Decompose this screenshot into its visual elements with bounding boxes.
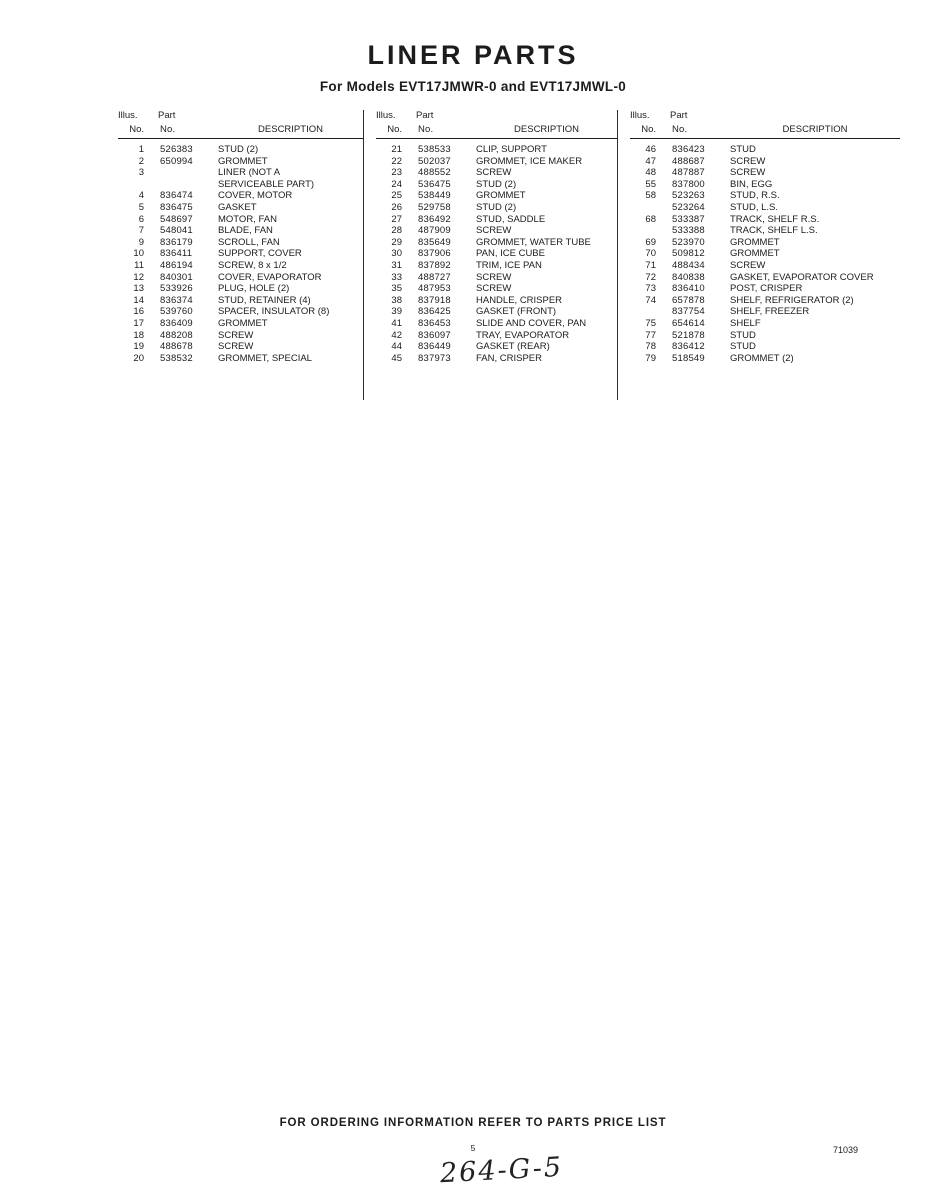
header-no-label: No. [641,124,656,135]
cell-desc: STUD (2) [476,201,517,213]
cell-desc: FAN, CRISPER [476,352,542,364]
cell-part: 837918 [418,294,451,306]
table-row [118,237,363,249]
cell-desc: STUD (2) [476,178,517,190]
table-row [630,295,900,307]
cell-part: 836409 [160,317,193,329]
cell-part: 836374 [160,294,193,306]
cell-part: 836423 [672,144,705,155]
cell-part: 523264 [672,201,705,213]
table-row [630,237,900,249]
cell-desc: STUD [730,341,756,353]
cell-illus: 5 [138,201,144,213]
table-row [376,341,617,353]
cell-desc: GROMMET, SPECIAL [218,352,312,364]
cell-illus: 42 [391,329,402,341]
cell-part: 538449 [418,190,451,202]
cell-desc: TRACK, SHELF L.S. [730,225,818,237]
cell-part: 548697 [160,213,193,225]
cell-illus: 11 [134,259,144,271]
table-row [118,202,363,214]
cell-illus [630,225,656,237]
cell-part: 654614 [672,317,705,329]
cell-part: 539760 [160,306,193,318]
table-row [630,318,900,330]
header-illus-label: Illus. [630,110,650,121]
page-subtitle: For Models EVT17JMWR-0 and EVT17JMWL-0 [319,79,627,94]
cell-desc: SCREW [730,259,766,271]
cell-illus: 55 [645,178,656,190]
cell-part: 836411 [160,248,193,260]
cell-illus: 4 [138,190,144,202]
table-row [630,353,900,365]
cell-desc: GROMMET [730,248,780,260]
table-row [376,283,617,295]
cell-part: 538533 [418,144,451,155]
cell-illus: 2 [138,155,144,167]
table-row [376,248,617,260]
cell-desc: GROMMET [730,236,780,248]
cell-illus: 22 [391,155,402,167]
cell-part: 836410 [672,283,705,295]
cell-part: 509812 [672,248,705,260]
table-row [376,237,617,249]
cell-illus: 12 [133,271,144,283]
cell-desc: PLUG, HOLE (2) [218,283,290,295]
cell-illus: 24 [391,178,402,190]
header-illus-label: Illus. [376,110,396,121]
header-no-label: No. [129,124,144,135]
table-row [630,167,900,179]
table-row [118,214,363,226]
cell-illus: 30 [391,248,402,260]
cell-desc: STUD, SADDLE [476,213,546,225]
header-line-2 [118,124,363,135]
cell-illus: 27 [391,213,402,225]
header-line-1 [376,110,617,121]
cell-desc: STUD [730,329,756,341]
cell-illus: 78 [645,341,656,353]
cell-illus: 58 [645,190,656,202]
cell-desc: GROMMET, WATER TUBE [476,236,591,248]
cell-part: 523263 [672,190,705,202]
cell-desc: BLADE, FAN [218,225,273,237]
cell-desc: GROMMET (2) [730,352,794,364]
table-row [376,225,617,237]
cell-part: 837754 [672,306,705,318]
table-row [118,283,363,295]
cell-part: 536475 [418,178,451,190]
table-row [118,190,363,202]
table-row [630,248,900,260]
cell-illus: 33 [391,271,402,283]
cell-part: 836425 [418,306,451,318]
cell-illus: 13 [133,283,144,295]
cell-desc: STUD [730,144,756,155]
cell-part: 836474 [160,190,193,202]
table-row [118,260,363,272]
cell-part: 840838 [672,271,705,283]
cell-illus: 77 [645,329,656,341]
cell-desc: SCREW [476,283,512,295]
column-header [118,110,363,139]
cell-part [144,179,212,191]
header-no-label: No. [418,124,434,135]
cell-part: 502037 [418,155,451,167]
table-row [118,306,363,318]
table-row [118,144,363,156]
cell-illus: 10 [133,248,144,260]
column-header [376,110,617,139]
table-row [376,179,617,191]
cell-illus [630,202,656,214]
header-part-label: Part [670,110,688,121]
cell-desc: POST, CRISPER [730,283,803,295]
cell-part: 533387 [672,213,705,225]
cell-illus: 14 [133,294,144,306]
header-line-2 [630,124,900,135]
cell-desc: GASKET (FRONT) [476,306,557,318]
cell-desc: LINER (NOT A [218,167,281,179]
header-description-label: DESCRIPTION [782,124,848,135]
cell-part: 529758 [418,201,451,213]
cell-part: 837892 [418,259,451,271]
table-row [376,202,617,214]
cell-part: 836179 [160,236,193,248]
cell-desc: SCROLL, FAN [218,236,280,248]
cell-part: 533388 [672,225,705,237]
cell-desc: SERVICEABLE PART) [218,178,315,190]
cell-desc: TRAY, EVAPORATOR [476,329,570,341]
cell-part: 837973 [418,352,451,364]
cell-part: 521878 [672,329,705,341]
header-illus-label: Illus. [118,110,138,121]
table-row [376,260,617,272]
cell-desc: GASKET, EVAPORATOR COVER [730,271,874,283]
column-rows [630,144,900,364]
cell-desc: SCREW [476,167,512,179]
table-row [118,295,363,307]
cell-part: 548041 [160,225,193,237]
cell-part: 836097 [418,329,451,341]
cell-desc: HANDLE, CRISPER [476,294,563,306]
table-row [118,272,363,284]
page-title: LINER PARTS [367,40,579,70]
cell-desc: COVER, EVAPORATOR [218,271,322,283]
header-line-1 [118,110,363,121]
cell-illus: 38 [391,294,402,306]
table-row [118,353,363,365]
table-row [118,225,363,237]
cell-desc: SPACER, INSULATOR (8) [218,306,330,318]
cell-illus: 6 [138,213,144,225]
cell-part: 837906 [418,248,451,260]
table-row [630,272,900,284]
cell-illus: 39 [391,306,402,318]
ordering-note: FOR ORDERING INFORMATION REFER TO PARTS PRICE LIST [279,1117,667,1129]
cell-desc: SCREW [218,341,254,353]
cell-part: 538532 [160,352,193,364]
cell-part: 526383 [160,144,193,155]
table-row [376,167,617,179]
cell-part: 487887 [672,167,705,179]
cell-illus: 47 [645,155,656,167]
cell-desc: SHELF [730,317,761,329]
table-row [630,283,900,295]
table-row [118,341,363,353]
cell-part: 518549 [672,352,705,364]
table-row [630,156,900,168]
cell-part: 650994 [160,155,193,167]
parts-column-1 [118,110,363,400]
cell-illus: 29 [391,236,402,248]
cell-illus: 16 [133,306,144,318]
cell-part: 488208 [160,329,193,341]
cell-desc: STUD, R.S. [730,190,780,202]
table-row [118,167,363,179]
cell-illus: 71 [645,259,656,271]
table-row [376,295,617,307]
cell-part: 488552 [418,167,451,179]
header-part-label: Part [158,110,176,121]
cell-illus: 28 [391,225,402,237]
cell-illus: 31 [391,259,402,271]
table-row [118,248,363,260]
cell-desc: GASKET (REAR) [476,341,550,353]
cell-desc: SCREW [730,155,766,167]
cell-illus [118,179,144,191]
cell-illus: 69 [645,236,656,248]
page-number: 5 [470,1143,476,1153]
cell-part: 836412 [672,341,705,353]
cell-illus: 21 [391,144,402,155]
table-row [630,330,900,342]
handwritten-note: 264-G-5 [439,1151,564,1190]
table-row [376,306,617,318]
cell-illus: 35 [391,283,402,295]
cell-illus: 20 [133,352,144,364]
cell-desc: TRACK, SHELF R.S. [730,213,820,225]
table-row [630,260,900,272]
cell-illus: 19 [133,341,144,353]
cell-illus: 68 [645,213,656,225]
header-part-label: Part [416,110,434,121]
table-row [376,190,617,202]
cell-illus: 41 [391,317,402,329]
cell-illus: 17 [133,317,144,329]
cell-part: 487953 [418,283,451,295]
cell-illus: 3 [138,167,144,179]
cell-part [144,167,212,179]
cell-desc: PAN, ICE CUBE [476,248,545,260]
cell-desc: GROMMET, ICE MAKER [476,155,583,167]
table-row [630,306,900,318]
cell-part: 836475 [160,201,193,213]
cell-illus: 23 [391,167,402,179]
cell-illus: 70 [645,248,656,260]
cell-desc: COVER, MOTOR [218,190,293,202]
cell-illus: 7 [138,225,144,237]
cell-illus: 18 [133,329,144,341]
table-row [376,353,617,365]
cell-desc: GROMMET [218,155,268,167]
cell-part: 486194 [160,259,193,271]
header-no-label: No. [672,124,688,135]
cell-desc: BIN, EGG [730,178,773,190]
table-row [376,144,617,156]
table-row [376,214,617,226]
table-row [118,156,363,168]
cell-illus: 44 [391,341,402,353]
cell-desc: SHELF, REFRIGERATOR (2) [730,294,854,306]
cell-desc: SCREW [476,225,512,237]
cell-part: 837800 [672,178,705,190]
column-rows [118,144,363,364]
cell-desc: TRIM, ICE PAN [476,259,542,271]
cell-desc: STUD, L.S. [730,201,779,213]
table-row [376,156,617,168]
table-row [376,330,617,342]
cell-part: 836453 [418,317,451,329]
cell-desc: SCREW [476,271,512,283]
cell-part: 488687 [672,155,705,167]
header-line-1 [630,110,900,121]
table-row [118,318,363,330]
table-row [630,214,900,226]
header-no-label: No. [160,124,176,135]
header-line-2 [376,124,617,135]
cell-desc: SCREW [218,329,254,341]
cell-part: 836449 [418,341,451,353]
table-row [630,144,900,156]
cell-desc: MOTOR, FAN [218,213,277,225]
cell-illus: 73 [645,283,656,295]
header-description-label: DESCRIPTION [258,124,323,135]
column-header [630,110,900,139]
table-row [630,341,900,353]
table-row [376,272,617,284]
parts-table [118,110,900,400]
cell-illus: 45 [391,352,402,364]
cell-desc: SCREW [730,167,766,179]
cell-desc: SCREW, 8 x 1/2 [218,259,287,271]
header-description-label: DESCRIPTION [514,124,579,135]
cell-part: 840301 [160,271,193,283]
table-row [630,179,900,191]
table-row [118,330,363,342]
cell-illus: 75 [645,317,656,329]
column-rows [376,144,617,364]
cell-part: 488434 [672,259,705,271]
cell-illus: 26 [391,201,402,213]
doc-number: 71039 [833,1145,859,1155]
cell-desc: STUD (2) [218,144,259,155]
cell-illus: 1 [138,144,144,155]
cell-illus: 46 [645,144,656,155]
cell-part: 488678 [160,341,193,353]
header-no-label: No. [387,124,402,135]
cell-desc: SUPPORT, COVER [218,248,302,260]
parts-column-3 [617,110,900,400]
cell-illus: 25 [391,190,402,202]
cell-illus: 72 [645,271,656,283]
cell-part: 488727 [418,271,451,283]
parts-column-2 [363,110,617,400]
table-row [118,179,363,191]
cell-illus: 48 [645,167,656,179]
cell-part: 835649 [418,236,451,248]
cell-part: 523970 [672,236,705,248]
cell-desc: GROMMET [476,190,526,202]
cell-desc: STUD, RETAINER (4) [218,294,311,306]
table-row [630,202,900,214]
table-row [376,318,617,330]
cell-desc: GROMMET [218,317,268,329]
cell-illus: 74 [645,294,656,306]
cell-part: 657878 [672,294,705,306]
cell-desc: GASKET [218,201,257,213]
table-row [630,190,900,202]
cell-desc: SHELF, FREEZER [730,306,810,318]
cell-part: 533926 [160,283,193,295]
cell-illus: 79 [645,352,656,364]
cell-illus: 9 [138,236,144,248]
cell-desc: SLIDE AND COVER, PAN [476,317,587,329]
cell-part: 836492 [418,213,451,225]
cell-part: 487909 [418,225,451,237]
table-row [630,225,900,237]
cell-illus [630,306,656,318]
cell-desc: CLIP, SUPPORT [476,144,547,155]
